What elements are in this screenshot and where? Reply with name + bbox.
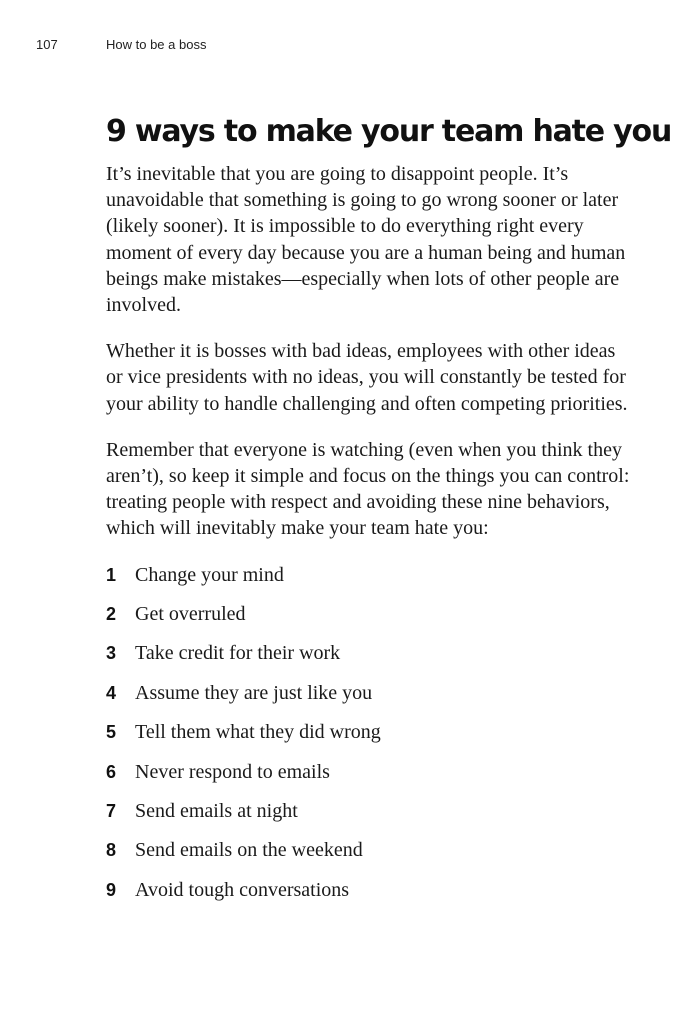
list-item-text: Change your mind: [135, 563, 284, 586]
list-item-text: Never respond to emails: [135, 760, 330, 783]
paragraph-behaviors: Remember that everyone is watching (even when you think they aren’t), so keep it simple and focus on the things you can control: treating people with respect and avoiding these nine behaviors, which will inevitably make your team hate you:: [106, 438, 630, 540]
list-item: [106, 837, 646, 876]
book-title: How to be a boss: [106, 37, 207, 52]
list-item: [106, 601, 646, 640]
list-item: [106, 719, 646, 758]
list-item-number: 8: [106, 840, 117, 861]
list-item-text: Get overruled: [135, 603, 246, 626]
list-item: [106, 759, 646, 798]
paragraph-priorities: Whether it is bosses with bad ideas, employees with other ideas or vice presidents with no ideas, you will constantly be tested for your ability to handle challenging and often competing priorities.: [106, 340, 628, 415]
list-item-text: Tell them what they did wrong: [135, 721, 381, 744]
list-item-text: Send emails on the weekend: [135, 839, 363, 862]
list-item: [106, 680, 646, 719]
list-item-text: Assume they are just like you: [135, 681, 373, 704]
list-item-number: 1: [106, 564, 117, 585]
list-item-number: 7: [106, 800, 117, 821]
paragraph-intro: It’s inevitable that you are going to disappoint people. It’s unavoidable that something is going to go wrong sooner or later (likely sooner). It is impossible to do everything right every moment of every day because you are a human being and human beings make mistakes—especially when lots of other people are involved.: [106, 163, 626, 317]
list-item-number: 4: [106, 682, 117, 703]
chapter-title: 9 ways to make your team hate you: [106, 114, 672, 149]
list-item-text: Send emails at night: [135, 799, 298, 822]
list-item-text: Take credit for their work: [135, 642, 341, 665]
list-item: [106, 798, 646, 837]
behaviors-list: [106, 562, 646, 917]
list-item: [106, 562, 646, 601]
list-item-number: 3: [106, 643, 117, 664]
list-item: [106, 877, 646, 916]
list-item-number: 5: [106, 722, 117, 743]
page-number: 107: [36, 37, 58, 52]
list-item-number: 2: [106, 604, 117, 625]
page-content: [106, 112, 672, 916]
list-item-number: 6: [106, 761, 117, 782]
list-item-number: 9: [106, 879, 117, 900]
list-item-text: Avoid tough conversations: [135, 878, 350, 901]
list-item: [106, 640, 646, 679]
